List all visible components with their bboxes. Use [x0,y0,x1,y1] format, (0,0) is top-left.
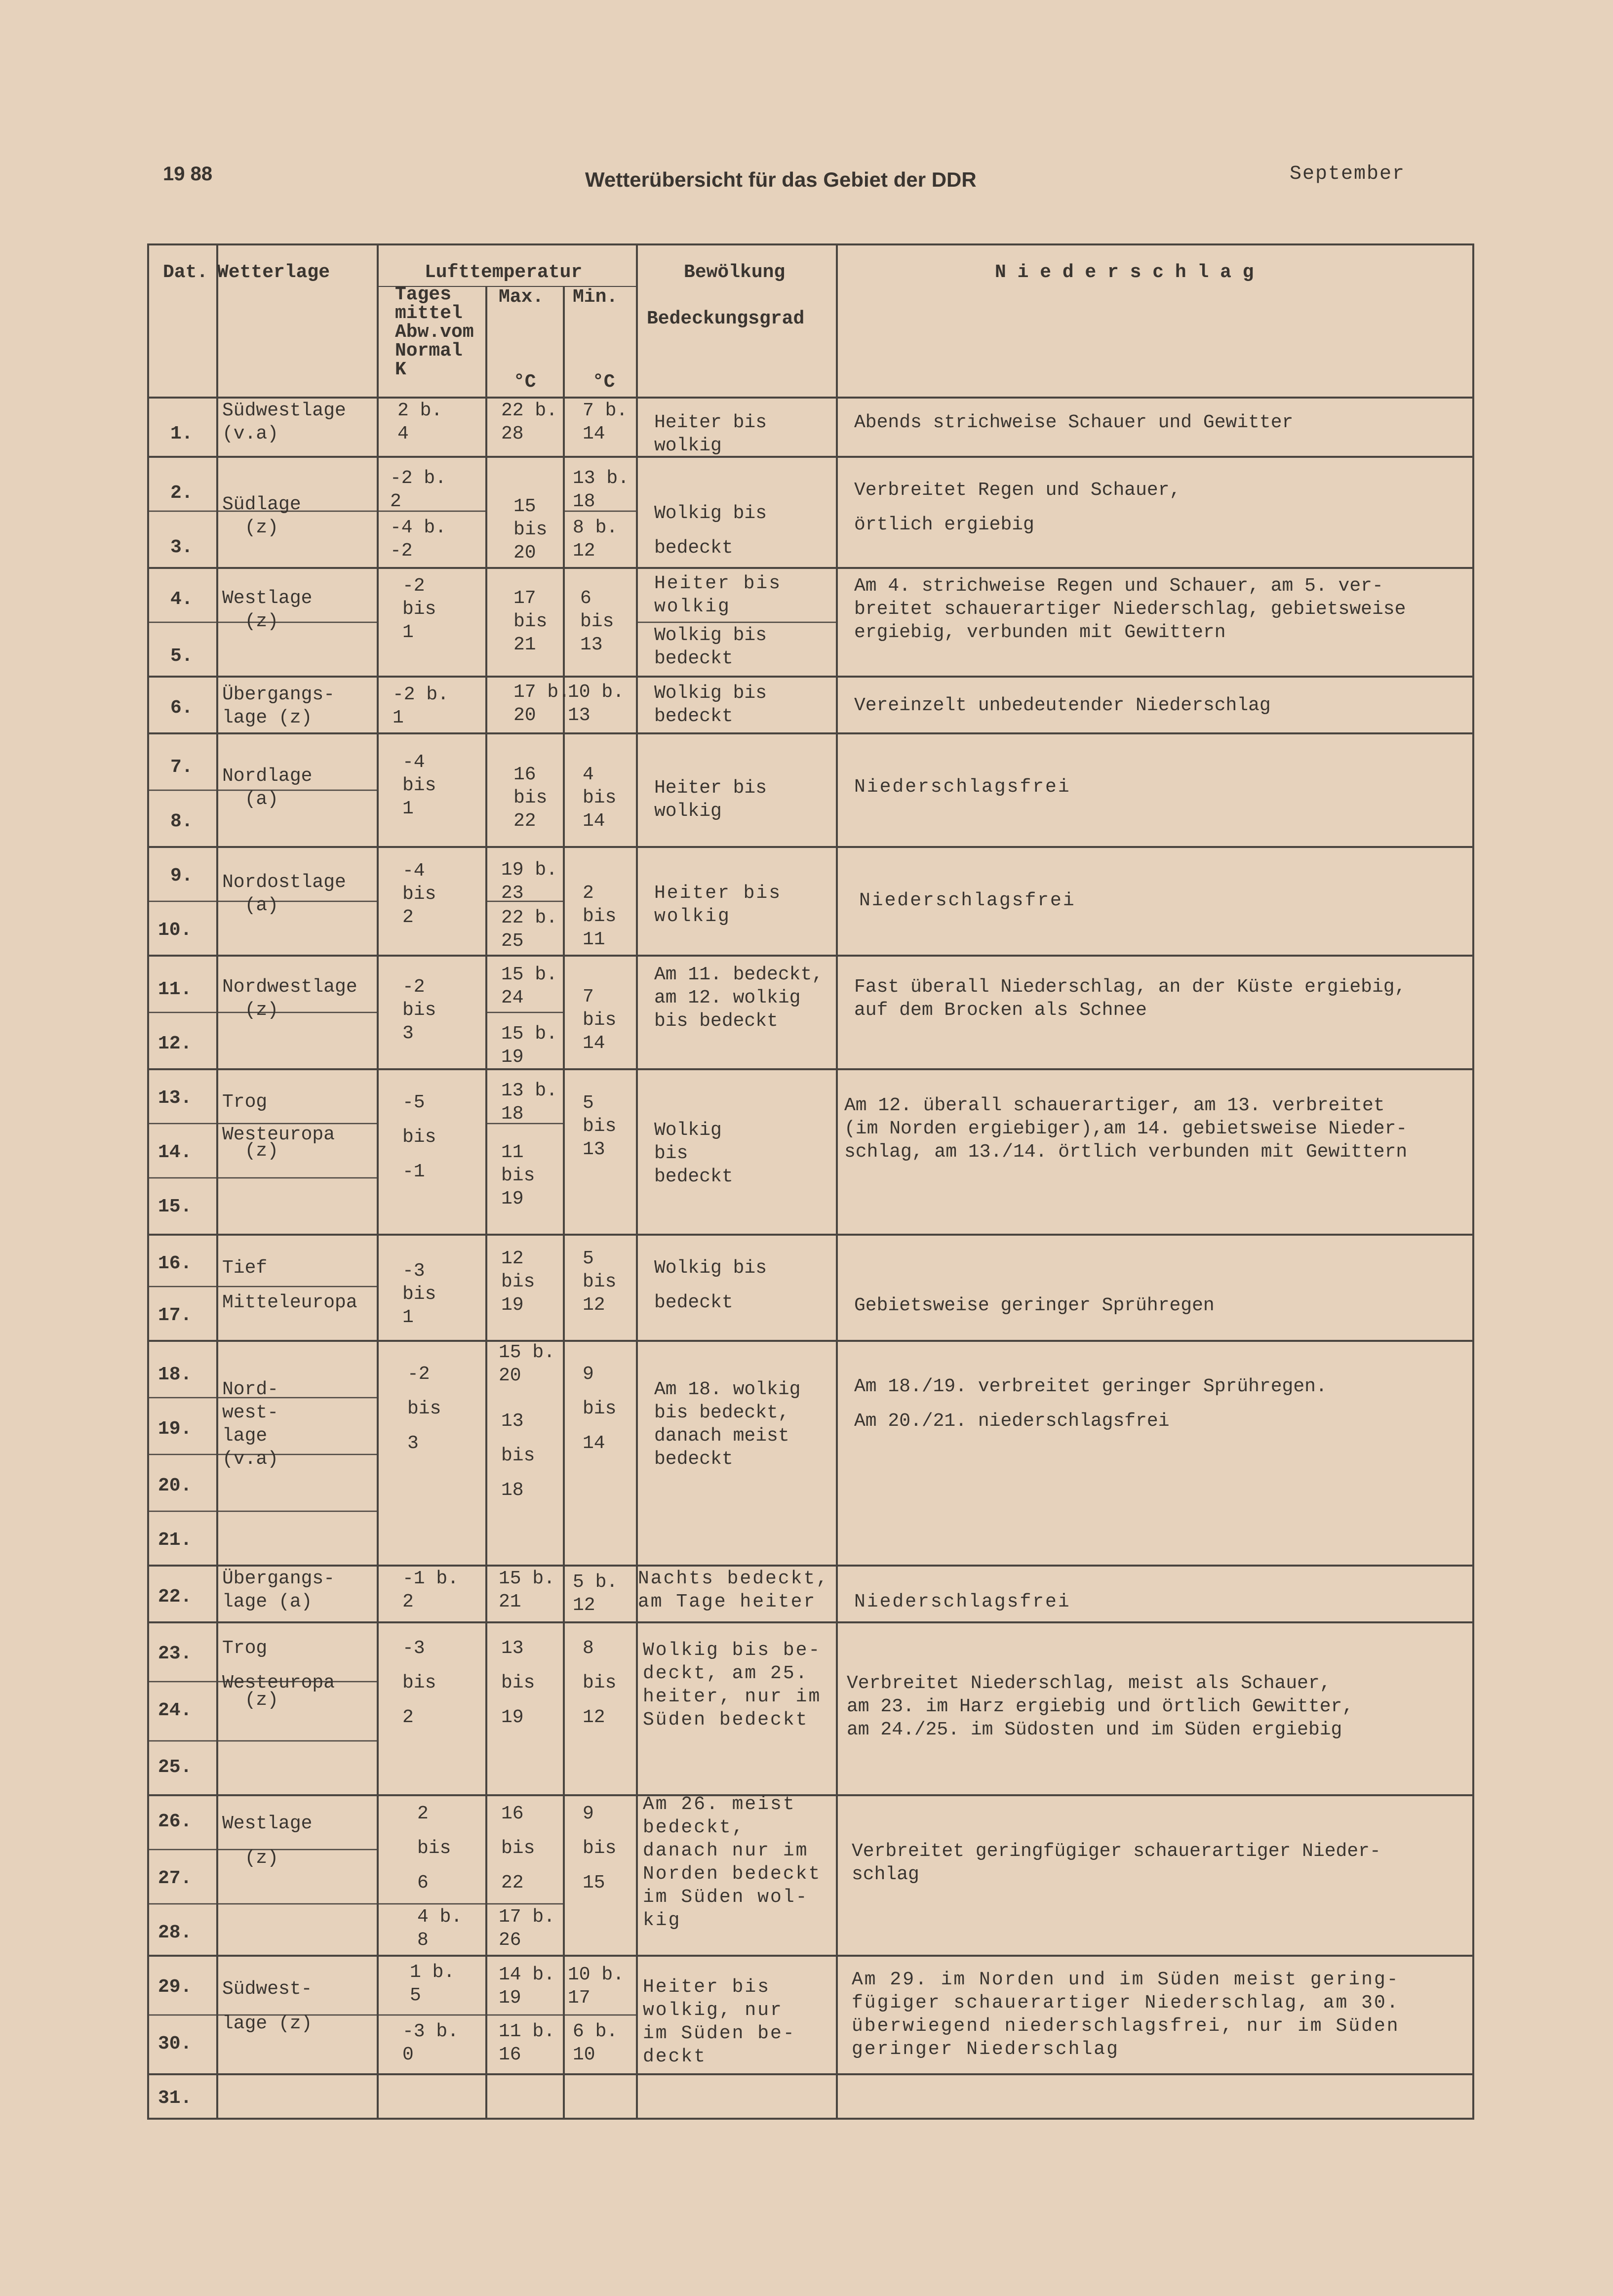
weather-type-cell: Südwest- lage (z) [222,1978,313,2034]
date-cell: 5. [170,645,193,667]
maximum-cell: 12 bis 19 [501,1248,535,1316]
minimum-cell: 8 bis 12 [583,1638,617,1728]
precipitation-cell: Niederschlagsfrei [854,1591,1071,1612]
cloud-cell: Wolkig bis be- deckt, am 25. heiter, nur im Süden bedeckt [643,1640,822,1731]
cloud-cell: Nachts bedeckt, am Tage heiter [638,1568,829,1612]
precipitation-cell: Vereinzelt unbedeutender Niederschlag [854,695,1271,716]
col-header-unit-max: °C [513,371,536,393]
precipitation-cell: Niederschlagsfrei [859,890,1076,911]
precipitation-cell: Verbreitet Niederschlag, meist als Schauer, am 23. im Harz ergiebig und örtlich Gewitter, am 24./25. im Südosten und im Süden ergiebig [847,1673,1354,1740]
cloud-cell: Wolkig bis bedeckt [654,503,767,559]
deviation-cell: -4 b. -2 [390,517,447,562]
cloud-cell: Am 18. wolkig bis bedeckt, danach meist bedeckt [654,1379,801,1470]
precipitation-cell: Am 4. strichweise Regen und Schauer, am 5. ver- breitet schauerartiger Niederschlag, gebietsweise ergiebig, verbunden mit Gewittern [854,575,1406,643]
maximum-cell: 16 bis 22 [501,1803,535,1893]
maximum-cell: 14 b. 19 [499,1964,555,2009]
col-header-cloud-cover: Bewölkung [684,262,786,283]
maximum-cell: 15 b. 21 [499,1568,555,1612]
minimum-cell: 13 b. 18 [573,468,629,512]
deviation-cell: -4 bis 1 [402,752,436,819]
date-cell: 22. [158,1586,192,1608]
weather-type-cell: Südlage (z) [222,494,301,538]
maximum-cell: 17 b. 20 [513,682,570,726]
minimum-cell: 2 bis 11 [583,883,617,950]
date-cell: 27. [158,1868,192,1889]
date-cell: 30. [158,2033,192,2054]
maximum-cell: 17 bis 21 [513,588,548,655]
deviation-cell: 2 b. 4 [397,400,443,444]
weather-type-cell: Trog Westeuropa (z) [222,1091,335,1162]
cloud-cell: Wolkig bis bedeckt [654,1120,733,1187]
maximum-cell: 15 b. 19 [501,1023,558,1068]
weather-type-cell: Übergangs- lage (z) [222,684,335,728]
minimum-cell: 10 b. 13 [568,682,625,726]
minimum-cell: 5 b. 12 [573,1571,618,1616]
date-cell: 25. [158,1757,192,1778]
header-title: Wetterübersicht für das Gebiet der DDR [585,168,977,191]
date-cell: 21. [158,1530,192,1551]
col-header-precipitation: N i e d e r s c h l a g [995,262,1254,283]
maximum-cell: 15 bis 20 [513,496,548,564]
deviation-cell: -4 bis 2 [402,860,436,928]
cloud-cell: Heiter bis wolkig [654,573,782,617]
maximum-cell: 16 bis 22 [513,764,548,832]
date-cell: 24. [158,1700,192,1721]
cloud-cell: Wolkig bis bedeckt [654,625,767,669]
weather-type-cell: Südwestlage (v.a) [222,400,346,444]
col-header-cover-degree: Bedeckungsgrad [647,308,805,329]
date-cell: 11. [158,979,192,1000]
maximum-cell: 13 bis 18 [501,1410,535,1501]
header-year: 19 88 [163,163,213,185]
precipitation-cell: Fast überall Niederschlag, an der Küste ergiebig, auf dem Brocken als Schnee [854,976,1406,1021]
date-cell: 7. [170,757,193,778]
precipitation-cell: Am 29. im Norden und im Süden meist gering- fügiger schauerartiger Niederschlag, am 30. überwiegend niederschlagsfrei, nur im Süden geringer Niederschlag [852,1969,1400,2060]
weather-type-cell: Tief Mitteleuropa [222,1257,357,1313]
date-cell: 18. [158,1364,192,1385]
deviation-cell: 2 bis 6 [417,1803,451,1893]
date-cell: 4. [170,589,193,610]
cloud-cell: Heiter bis wolkig [654,883,782,927]
cloud-cell: Wolkig bis bedeckt [654,1257,767,1313]
weather-type-cell: Westlage (z) [222,588,313,632]
col-header-date: Dat. [163,262,208,283]
deviation-cell: -2 b. 2 [390,468,447,512]
deviation-cell: -2 bis 3 [402,976,436,1044]
col-header-air-temperature: Lufttemperatur [425,262,583,283]
date-cell: 28. [158,1922,192,1943]
precipitation-cell: Verbreitet geringfügiger schauerartiger Nieder- schlag [852,1841,1381,1885]
date-cell: 23. [158,1643,192,1664]
minimum-cell: 7 bis 14 [583,986,617,1054]
precipitation-cell: Verbreitet Regen und Schauer, örtlich ergiebig [854,480,1181,535]
deviation-cell: 1 b. 5 [410,1962,455,2006]
weather-type-cell: Nordostlage (a) [222,872,346,916]
maximum-cell: 22 b. 25 [501,907,558,952]
minimum-cell: 9 bis 14 [583,1364,617,1454]
maximum-cell: 17 b. 26 [499,1906,555,1951]
deviation-cell: -5 bis -1 [402,1092,436,1182]
weather-type-cell: Nordlage (a) [222,765,313,810]
cloud-cell: Am 26. meist bedeckt, danach nur im Norden bedeckt im Süden wol- kig [643,1794,822,1931]
date-cell: 14. [158,1142,192,1163]
date-cell: 16. [158,1253,192,1274]
precipitation-cell: Niederschlagsfrei [854,776,1071,798]
deviation-cell: 4 b. 8 [417,1906,463,1951]
cloud-cell: Heiter bis wolkig [654,777,767,822]
minimum-cell: 8 b. 12 [573,517,618,562]
minimum-cell: 10 b. 17 [568,1964,625,2009]
date-cell: 12. [158,1033,192,1054]
date-cell: 1. [170,423,193,444]
maximum-cell: 22 b. 28 [501,400,558,444]
precipitation-cell: Am 12. überall schauerartiger, am 13. verbreitet (im Norden ergiebiger),am 14. gebietsweise Nieder- schlag, am 13./14. örtlich verbunden mit Gewittern [844,1095,1408,1163]
deviation-cell: -1 b. 2 [402,1568,459,1612]
date-cell: 29. [158,1976,192,1998]
col-header-weather-type: Wetterlage [217,262,330,283]
date-cell: 9. [170,865,193,886]
precipitation-cell: Abends strichweise Schauer und Gewitter [854,412,1294,433]
date-cell: 6. [170,697,193,719]
cloud-cell: Heiter bis wolkig [654,412,767,456]
cloud-cell: Heiter bis wolkig, nur im Süden be- deckt [643,1976,796,2067]
maximum-cell: 15 b. 24 [501,964,558,1008]
maximum-cell: 13 b. 18 [501,1080,558,1125]
col-header-daily-mean: Tages mittel Abw.vom Normal K [395,284,474,380]
cloud-cell: Wolkig bis bedeckt [654,683,767,727]
date-cell: 13. [158,1088,192,1109]
deviation-cell: -3 b. 0 [402,2021,459,2065]
date-cell: 15. [158,1196,192,1217]
maximum-cell: 11 bis 19 [501,1142,535,1209]
maximum-cell: 19 b. 23 [501,859,558,904]
maximum-cell: 11 b. 16 [499,2021,555,2065]
cloud-cell: Am 11. bedeckt, am 12. wolkig bis bedeckt [654,964,824,1032]
deviation-cell: -2 b. 1 [393,684,449,728]
header-month: September [1290,163,1406,185]
maximum-cell: 15 b. 20 [499,1342,555,1386]
minimum-cell: 9 bis 15 [583,1803,617,1893]
date-cell: 10. [158,920,192,941]
date-cell: 8. [170,811,193,832]
col-header-unit-min: °C [592,371,615,393]
date-cell: 20. [158,1475,192,1496]
precipitation-cell: Am 18./19. verbreitet geringer Sprühregen. Am 20./21. niederschlagsfrei [854,1376,1327,1432]
date-cell: 2. [170,483,193,504]
minimum-cell: 4 bis 14 [583,764,617,832]
deviation-cell: -2 bis 3 [407,1364,441,1454]
deviation-cell: -3 bis 2 [402,1638,436,1728]
weather-type-cell: Westlage (z) [222,1813,313,1869]
date-cell: 19. [158,1418,192,1440]
precipitation-cell: Gebietsweise geringer Sprühregen [854,1295,1215,1316]
maximum-cell: 13 bis 19 [501,1638,535,1728]
deviation-cell: -3 bis 1 [402,1260,436,1328]
weather-type-cell: Nordwestlage (z) [222,976,357,1021]
minimum-cell: 6 b. 10 [573,2021,618,2065]
date-cell: 3. [170,537,193,558]
weather-type-cell: Nord- west- lage (v.a) [222,1379,279,1470]
weather-type-cell: Übergangs- lage (a) [222,1568,335,1612]
date-cell: 31. [158,2088,192,2109]
minimum-cell: 5 bis 13 [583,1092,617,1160]
col-header-max: Max. [499,286,544,308]
minimum-cell: 7 b. 14 [583,400,628,444]
minimum-cell: 6 bis 13 [580,588,614,655]
col-header-min: Min. [573,286,618,308]
weather-type-cell: Trog Westeuropa (z) [222,1638,335,1711]
minimum-cell: 5 bis 12 [583,1248,617,1316]
date-cell: 17. [158,1305,192,1326]
deviation-cell: -2 bis 1 [402,575,436,643]
date-cell: 26. [158,1811,192,1832]
